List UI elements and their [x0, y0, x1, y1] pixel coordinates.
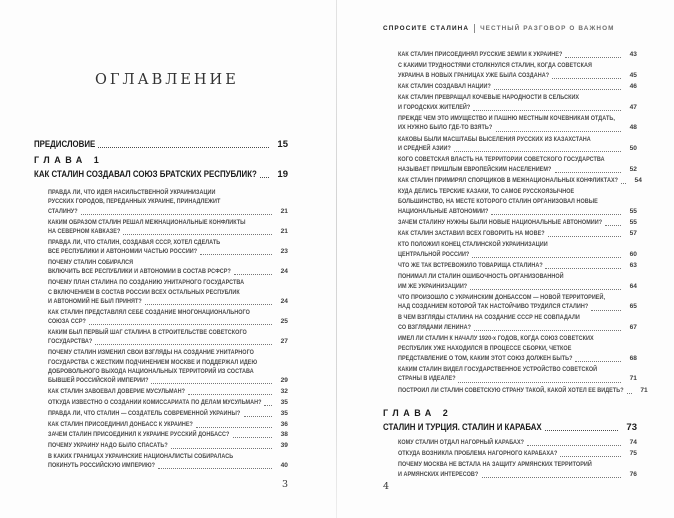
toc-entry-text: ГОСУДАРСТВА?	[48, 338, 93, 346]
toc-entry-page: 23	[280, 248, 288, 256]
toc-entry-text: ПОЧЕМУ УКРАИНУ НАДО БЫЛО СПАСАТЬ?	[48, 442, 168, 450]
toc-entry-page: 76	[629, 470, 637, 478]
dot-leader	[527, 445, 621, 446]
toc-entry-text: БОЛЬШИНСТВО, НА МЕСТЕ КОТОРОГО СТАЛИН ОРГАНИЗОВАЛ НОВЫЕ	[398, 197, 598, 205]
toc-entry-text: РЕСПУБЛИК УЖЕ НАХОДИЛСЯ В ПРОЦЕССЕ СБОРКИ, ЧЕТКОЕ	[398, 344, 572, 352]
toc-entry-text: ВКЛЮЧИТЬ ВСЕ РЕСПУБЛИКИ И АВТОНОМИИ В СОСТАВ РСФСР?	[48, 268, 231, 276]
toc-entry-text: КАКИМ СТАЛИН ВИДЕЛ ГОСУДАРСТВЕННОЕ УСТРОЙСТВО СОВЕТСКОЙ	[398, 365, 598, 373]
dot-leader	[472, 257, 621, 258]
toc-entry-text: ПОКИНУТЬ РОССИЙСКУЮ ИМПЕРИЮ?	[48, 462, 156, 470]
toc-entry	[48, 328, 288, 347]
toc-entry-line	[48, 238, 288, 247]
dot-leader	[482, 477, 622, 478]
toc-entry-text: НАД СОЗДАНИЕМ КОТОРОЙ ТАК НАСТОЙЧИВО ТРУДИЛСЯ СТАЛИН?	[398, 303, 589, 311]
dot-leader	[545, 430, 618, 431]
chapter2-title-row	[383, 422, 637, 433]
toc-entry	[398, 272, 637, 291]
dot-leader	[565, 57, 621, 58]
dot-leader	[188, 394, 272, 395]
toc-entry-line	[398, 449, 637, 459]
toc-entry-line	[398, 374, 637, 384]
toc-entry-page: 21	[280, 207, 288, 215]
toc-entry-line	[398, 240, 637, 250]
toc-entry-line	[398, 165, 637, 175]
toc-entry	[48, 387, 288, 396]
toc-entry	[48, 430, 288, 439]
toc-entry-page: 43	[629, 51, 637, 58]
dot-leader	[458, 382, 621, 383]
toc-entry-line	[398, 313, 637, 323]
running-head	[383, 24, 615, 33]
running-head-subtitle: ЧЕСТНЫЙ РАЗГОВОР О ВАЖНОМ	[480, 25, 615, 32]
toc-entry-text: СТРАНЫ В ИДЕАЛЕ?	[398, 375, 456, 383]
toc-entry	[48, 420, 288, 429]
chapter2-kicker: ГЛАВА 2	[383, 408, 453, 418]
toc-entry-line	[398, 344, 637, 354]
dot-leader	[454, 151, 621, 152]
toc-entry-text: ЗАЧЕМ СТАЛИНУ НУЖНЫ БЫЛИ НОВЫЕ НАЦИОНАЛЬНЫЕ АВТОНОМИИ?	[398, 218, 603, 226]
toc-entry-text: КАК СТАЛИН ЗАВОЕВАЛ ДОВЕРИЕ МУСУЛЬМАН?	[48, 388, 185, 396]
toc-entry-line	[48, 258, 288, 267]
dot-leader	[474, 330, 621, 331]
right-toc-entries	[398, 50, 648, 397]
dot-leader	[575, 361, 621, 362]
toc-entry-line	[48, 358, 288, 367]
toc-entry-page: 35	[280, 409, 288, 417]
toc-entry-line	[48, 461, 288, 470]
toc-entry-line	[48, 188, 288, 197]
toc-entry-line	[48, 348, 288, 357]
toc-entry-line	[398, 187, 637, 197]
toc-entry-page: 29	[280, 377, 288, 385]
toc-entry-page: 24	[280, 298, 288, 306]
dot-leader	[621, 183, 626, 184]
toc-entry-text: ЧТО ПРОИЗОШЛО С УКРАИНСКИМ ДОНБАССОМ — НОВОЙ ТЕРРИТОРИЕЙ,	[398, 293, 606, 301]
toc-entry-page: 65	[629, 303, 637, 311]
dot-leader	[491, 214, 621, 215]
chapter1-title: КАК СТАЛИН СОЗДАВАЛ СОЮЗ БРАТСКИХ РЕСПУБЛИК?	[34, 169, 257, 180]
dot-leader	[196, 427, 272, 428]
dot-leader	[123, 234, 272, 235]
toc-entry-text: КАК СТАЛИН ПРЕВРАЩАЛ КОЧЕВЫЕ НАРОДНОСТИ В СЕЛЬСКИХ	[398, 93, 580, 101]
chapter1-kicker: ГЛАВА 1	[34, 155, 104, 165]
dot-leader	[234, 274, 272, 275]
toc-entry-text: ИМЕЛ ЛИ СТАЛИН К НАЧАЛУ 1920-х ГОДОВ, КОГДА СОЮЗ СОВЕТСКИХ	[398, 335, 594, 343]
toc-title: ОГЛАВЛЕНИЕ	[95, 72, 239, 88]
toc-entry-text: КАК СТАЛИН ПРИСОЕДИНЯЛ РУССКИЕ ЗЕМЛИ К УКРАИНЕ?	[398, 51, 563, 58]
toc-entry-text: ПОЧЕМУ СТАЛИН ИЗМЕНИЛ СВОИ ВЗГЛЯДЫ НА СОЗДАНИЕ УНИТАРНОГО	[48, 349, 254, 357]
toc-entry	[398, 261, 637, 271]
toc-entry-text: В КАКИХ ГРАНИЦАХ УКРАИНСКИЕ НАЦИОНАЛИСТЫ СОБИРАЛАСЬ	[48, 453, 234, 461]
toc-entry-page: 32	[280, 388, 288, 396]
dot-leader	[560, 456, 621, 457]
toc-entry-line	[398, 144, 637, 154]
toc-entry-line	[48, 288, 288, 297]
toc-entry-line	[48, 398, 288, 407]
dot-leader	[89, 324, 272, 325]
toc-entry-page: 46	[629, 82, 637, 90]
toc-entry-text: ПРЕДСТАВЛЕНИЕ О ТОМ, КАКИМ ЭТОТ СОЮЗ ДОЛЖЕН БЫТЬ?	[398, 354, 573, 362]
toc-entry-text: КАК СТАЛИН ПРЕДСТАВЛЯЛ СЕБЕ СОЗДАНИЕ МНОГОНАЦИОНАЛЬНОГО	[48, 308, 250, 316]
toc-entry	[398, 386, 648, 396]
toc-entry-page: 57	[629, 229, 637, 237]
toc-entry-line	[398, 155, 637, 165]
toc-entry	[398, 293, 637, 312]
toc-entry-page: 47	[629, 103, 637, 111]
toc-entry	[48, 188, 288, 216]
dot-leader	[264, 405, 272, 406]
dot-leader	[81, 214, 272, 215]
toc-entry-text: ОТКУДА ИЗВЕСТНО О СОЗДАНИИ КОМИССАРИАТА ПО ДЕЛАМ МУСУЛЬМАН?	[48, 399, 262, 407]
toc-entry-page: 67	[629, 324, 637, 332]
toc-entry-page: 74	[629, 439, 637, 446]
toc-entry-line	[398, 334, 637, 344]
toc-entry-line	[398, 103, 637, 113]
toc-entry-line	[48, 227, 288, 236]
toc-entry-line	[398, 114, 637, 124]
toc-entry-line	[48, 328, 288, 337]
toc-entry-text: КАК СТАЛИН ПРИМИРЯЛ СПОРЩИКОВ В МЕЖНАЦИОНАЛЬНЫХ КОНФЛИКТАХ?	[398, 177, 619, 185]
toc-entry	[48, 452, 288, 471]
toc-entry	[398, 50, 637, 60]
toc-entry-page: 50	[629, 145, 637, 153]
toc-entry-page: 52	[629, 166, 637, 174]
toc-entry-line	[48, 308, 288, 317]
toc-entry-page: 63	[629, 261, 637, 269]
toc-entry-line	[398, 229, 637, 239]
toc-entry-line	[398, 50, 637, 60]
dot-leader	[260, 177, 269, 178]
toc-entry-text: ПРАВДА ЛИ, ЧТО СТАЛИН — СОЗДАТЕЛЬ СОВРЕМЕННОЙ УКРАИНЫ?	[48, 409, 241, 417]
toc-entry-text: И АВТОНОМИЙ НЕ БЫЛ ПРИНЯТ?	[48, 298, 142, 306]
chapter2-title: СТАЛИН И ТУРЦИЯ. СТАЛИН И КАРАБАХ	[383, 422, 542, 433]
toc-entry	[398, 229, 637, 239]
toc-entry-line	[48, 278, 288, 287]
toc-entry-line	[48, 409, 288, 418]
toc-entry-text: КОГО СОВЕТСКАЯ ВЛАСТЬ НА ТЕРРИТОРИИ СОВЕТСКОГО ГОСУДАРСТВА	[398, 156, 605, 164]
toc-entry-text: И АРМЯНСКИХ ИНТЕРЕСОВ?	[398, 470, 479, 478]
toc-entry-text: РУССКИХ ГОРОДОВ, ПЕРЕДАННЫХ УКРАИНЕ, ПРИНАДЛЕЖИТ	[48, 198, 221, 206]
toc-entry-line	[48, 441, 288, 450]
dot-leader	[145, 304, 272, 305]
toc-entry-line	[48, 207, 288, 216]
toc-entry	[398, 449, 637, 459]
toc-entry-line	[398, 82, 637, 92]
toc-entry-text: В ЧЕМ ВЗГЛЯДЫ СТАЛИНА НА СОЗДАНИЕ СССР НЕ СОВПАДАЛИ	[398, 314, 580, 322]
toc-entry	[398, 155, 637, 174]
toc-entry-line	[398, 250, 637, 260]
toc-entry-text: ГОСУДАРСТВА С ЖЕСТКИМ ПОДЧИНЕНИЕМ МОСКВЕ И ПОДДЕРЖАЛ ИДЕЮ	[48, 358, 258, 366]
toc-entry-page: 64	[629, 282, 637, 290]
toc-entry-line	[48, 267, 288, 276]
toc-entry-line	[398, 218, 637, 228]
toc-entry-line	[398, 71, 637, 81]
dot-leader	[158, 468, 272, 469]
toc-entry	[48, 218, 288, 237]
dot-leader	[171, 448, 272, 449]
toc-entry-line	[398, 470, 637, 480]
dot-leader	[470, 289, 621, 290]
toc-entry-text: ОТКУДА ВОЗНИКЛА ПРОБЛЕМА НАГОРНОГО КАРАБАХА?	[398, 450, 558, 458]
dot-leader	[494, 89, 621, 90]
chapter1-page: 19	[277, 169, 288, 180]
toc-entry-page: 39	[280, 442, 288, 450]
toc-entry-text: СО ВЗГЛЯДАМИ ЛЕНИНА?	[398, 324, 471, 332]
toc-entry-line	[48, 376, 288, 385]
toc-entry-text: КАК СТАЛИН ПРИСОЕДИНИЛ ДОНБАСС К УКРАИНЕ?	[48, 420, 193, 428]
chapter2-toc-entries	[398, 438, 637, 481]
toc-entry-text: КАК СТАЛИН ЗАСТАВИЛ ВСЕХ ГОВОРИТЬ НА МОВЕ?	[398, 229, 545, 237]
toc-entry	[48, 308, 288, 327]
toc-entry-text: КОМУ СТАЛИН ОТДАЛ НАГОРНЫЙ КАРАБАХ?	[398, 439, 525, 446]
toc-entry	[398, 218, 637, 228]
toc-entry-text: И ГОРОДСКИХ ЖИТЕЛЕЙ?	[398, 103, 471, 111]
dot-leader	[548, 236, 621, 237]
toc-entry	[398, 61, 637, 80]
dot-leader	[151, 383, 272, 384]
left-folio: 3	[281, 479, 288, 490]
toc-entry-line	[398, 302, 637, 312]
toc-entry-line	[398, 354, 637, 364]
toc-entry-text: КАКОВЫ БЫЛИ МАСШТАБЫ ВЫСЕЛЕНИЯ РУССКИХ ИЗ КАЗАХСТАНА	[398, 135, 591, 143]
toc-entry-line	[48, 387, 288, 396]
dot-leader	[605, 225, 621, 226]
toc-entry-text: ПОЧЕМУ ПЛАН СТАЛИНА ПО СОЗДАНИЮ УНИТАРНОГО ГОСУДАРСТВА	[48, 279, 245, 287]
toc-entry-text: НАЦИОНАЛЬНЫЕ АВТОНОМИИ?	[398, 207, 489, 215]
toc-entry-page: 55	[629, 218, 637, 226]
toc-entry-line	[48, 430, 288, 439]
toc-entry	[48, 258, 288, 277]
toc-entry	[398, 135, 637, 154]
toc-entry-line	[398, 293, 637, 303]
toc-entry-page: 55	[629, 207, 637, 215]
toc-entry	[398, 93, 637, 112]
dot-leader	[555, 172, 621, 173]
toc-entry-page: 71	[629, 375, 637, 383]
toc-entry-text: ЦЕНТРАЛЬНОЙ РОССИИ?	[398, 250, 470, 258]
toc-entry-page: 27	[280, 338, 288, 346]
toc-entry-text: ИМ ЖЕ УКРАИНИЗАЦИИ?	[398, 282, 468, 290]
toc-entry-line	[398, 93, 637, 103]
toc-entry-text: ПОЧЕМУ МОСКВА НЕ ВСТАЛА НА ЗАЩИТУ АРМЯНСКИХ ТЕРРИТОРИЙ	[398, 461, 592, 469]
toc-entry-text: СОЮЗА ССР?	[48, 318, 86, 326]
toc-entry	[398, 114, 637, 133]
toc-entry-text: ИХ НУЖНО БЫЛО ГДЕ-ТО ВЗЯТЬ?	[398, 124, 493, 132]
toc-entry-line	[48, 317, 288, 326]
toc-entry-line	[398, 135, 637, 145]
toc-entry-line	[48, 337, 288, 346]
toc-entry-page: 45	[629, 71, 637, 79]
toc-entry-page: 24	[280, 268, 288, 276]
toc-entry-page: 60	[629, 250, 637, 258]
running-head-book-title: СПРОСИТЕ СТАЛИНА	[383, 25, 470, 32]
toc-entry-text: И СРЕДНЕЙ АЗИИ?	[398, 145, 451, 153]
toc-entry-text: ПОСТРОИЛ ЛИ СТАЛИН СОВЕТСКУЮ СТРАНУ ТАКОЙ, КАКОЙ ХОТЕЛ ЕЕ ВИДЕТЬ?	[398, 386, 624, 394]
toc-entry-page: 54	[634, 177, 642, 185]
toc-entry	[398, 438, 637, 448]
toc-entry	[398, 187, 637, 216]
toc-entry-text: ПОЧЕМУ СТАЛИН СОБИРАЛСЯ	[48, 259, 134, 267]
toc-entry-text: ДОБРОВОЛЬНОГО ВЫХОДА НАЦИОНАЛЬНЫХ ТЕРРИТОРИЙ ИЗ СОСТАВА	[48, 368, 254, 376]
dot-leader	[95, 344, 272, 345]
toc-entry-line	[48, 420, 288, 429]
toc-entry-page: 21	[280, 228, 288, 236]
toc-entry	[398, 313, 637, 332]
toc-entry-text: КАК СТАЛИН СОЗДАВАЛ НАЦИИ?	[398, 82, 491, 90]
dot-leader	[244, 416, 272, 417]
left-toc-entries	[48, 188, 288, 472]
toc-entry-line	[398, 365, 637, 375]
toc-entry-page: 38	[280, 431, 288, 439]
dot-leader	[233, 437, 272, 438]
toc-entry	[48, 441, 288, 450]
toc-entry-line	[398, 261, 637, 271]
toc-entry	[398, 334, 637, 363]
chapter1-title-row	[34, 169, 288, 180]
toc-entry-page: 48	[629, 124, 637, 132]
toc-entry	[398, 460, 637, 479]
toc-entry-text: ЧТО ЖЕ ТАК ВСТРЕВОЖИЛО ТОВАРИЩА СТАЛИНА?	[398, 261, 543, 269]
toc-entry	[48, 238, 288, 257]
dot-leader	[591, 310, 621, 311]
toc-entry-text: КУДА ДЕЛИСЬ ТЕРСКИЕ КАЗАКИ, ТО САМОЕ РУССКОЯЗЫЧНОЕ	[398, 188, 575, 196]
toc-entry	[48, 278, 288, 306]
toc-entry	[398, 82, 637, 92]
toc-entry-line	[398, 282, 637, 292]
dot-leader	[552, 78, 621, 79]
toc-entry	[398, 365, 637, 384]
toc-entry-line	[48, 452, 288, 461]
toc-entry-page: 35	[280, 399, 288, 407]
dot-leader	[496, 131, 621, 132]
toc-entry-text: НАЗЫВАЕТ ПРИШЛЫМ ЕВРОПЕЙСКИМ НАСЕЛЕНИЕМ?	[398, 166, 552, 174]
toc-entry-line	[398, 123, 637, 133]
toc-entry-line	[398, 272, 637, 282]
dot-leader	[98, 147, 269, 148]
toc-entry-text: ЗАЧЕМ СТАЛИН ПРИСОЕДИНИЛ К УКРАИНЕ РУССКИЙ ДОНБАСС?	[48, 431, 230, 439]
toc-entry	[398, 176, 642, 186]
toc-entry	[398, 240, 637, 259]
toc-entry-line	[398, 460, 637, 470]
right-folio: 4	[383, 481, 390, 492]
toc-entry-line	[48, 247, 288, 256]
toc-entry-page: 68	[629, 354, 637, 362]
toc-entry	[48, 398, 288, 407]
toc-entry-text: КТО ПОЛОЖИЛ КОНЕЦ СТАЛИНСКОЙ УКРАИНИЗАЦИИ	[398, 240, 548, 248]
toc-entry-text: НА СЕВЕРНОМ КАВКАЗЕ?	[48, 228, 121, 236]
toc-entry	[48, 348, 288, 386]
preface-label: ПРЕДИСЛОВИЕ	[34, 139, 96, 150]
toc-entry-text: ВСЕ РЕСПУБЛИКИ И АВТОНОМИИ ЧАСТЬЮ РОССИИ?	[48, 248, 198, 256]
toc-entry-line	[398, 176, 642, 186]
toc-entry-page: 40	[280, 462, 288, 470]
toc-entry-text: ПРЕЖДЕ ЧЕМ ЭТО ИМУЩЕСТВО И ПАШНЮ МЕСТНЫМ КОЧЕВНИКАМ ОТДАТЬ,	[398, 114, 615, 122]
toc-entry-line	[48, 297, 288, 306]
preface-page: 15	[277, 139, 288, 150]
toc-entry-page: 25	[280, 318, 288, 326]
dot-leader	[473, 110, 621, 111]
toc-entry-text: ПРАВДА ЛИ, ЧТО СТАЛИН, СОЗДАВАЯ СССР, ХОТЕЛ СДЕЛАТЬ	[48, 238, 221, 246]
toc-entry-line	[398, 386, 648, 396]
toc-entry-line	[398, 438, 637, 448]
toc-entry-text: СТАЛИНУ?	[48, 207, 78, 215]
toc-entry-page: 71	[640, 386, 648, 394]
toc-preface-row	[34, 139, 288, 150]
page-gutter-line	[336, 0, 337, 518]
dot-leader	[200, 254, 272, 255]
toc-entry-text: БЫВШЕЙ РОССИЙСКОЙ ИМПЕРИИ?	[48, 377, 149, 385]
toc-entry-text: КАКИМ ОБРАЗОМ СТАЛИН РЕШАЛ МЕЖНАЦИОНАЛЬНЫЕ КОНФЛИКТЫ	[48, 218, 246, 226]
toc-entry-line	[48, 367, 288, 376]
toc-entry-text: УКРАИНА В НОВЫХ ГРАНИЦАХ УЖЕ БЫЛА СОЗДАНА?	[398, 71, 550, 79]
toc-entry-line	[398, 197, 637, 207]
toc-entry-line	[48, 197, 288, 206]
toc-entry-text: ПОНИМАЛ ЛИ СТАЛИН ОШИБОЧНОСТЬ ОРГАНИЗОВАННОЙ	[398, 272, 564, 280]
toc-entry-text: КАКИМ БЫЛ ПЕРВЫЙ ШАГ СТАЛИНА В СТРОИТЕЛЬСТВЕ СОВЕТСКОГО	[48, 329, 247, 337]
toc-entry-line	[48, 218, 288, 227]
dot-leader	[627, 393, 632, 394]
toc-entry-line	[398, 207, 637, 217]
dot-leader	[545, 268, 621, 269]
toc-entry-line	[398, 323, 637, 333]
toc-entry-page: 36	[280, 420, 288, 428]
chapter2-page: 73	[626, 422, 637, 433]
toc-entry-text: ПРАВДА ЛИ, ЧТО ИДЕЯ НАСИЛЬСТВЕННОЙ УКРАИНИЗАЦИИ	[48, 189, 216, 196]
toc-entry-line	[398, 61, 637, 71]
running-head-divider	[474, 24, 475, 33]
toc-entry-text: С КАКИМИ ТРУДНОСТЯМИ СТОЛКНУЛСЯ СТАЛИН, КОГДА СОВЕТСКАЯ	[398, 62, 592, 70]
toc-entry-page: 75	[629, 450, 637, 458]
toc-entry-text: С ВКЛЮЧЕНИЕМ В СОСТАВ РОССИИ ВСЕХ ОСТАЛЬНЫХ РЕСПУБЛИК	[48, 288, 240, 296]
toc-entry	[48, 409, 288, 418]
